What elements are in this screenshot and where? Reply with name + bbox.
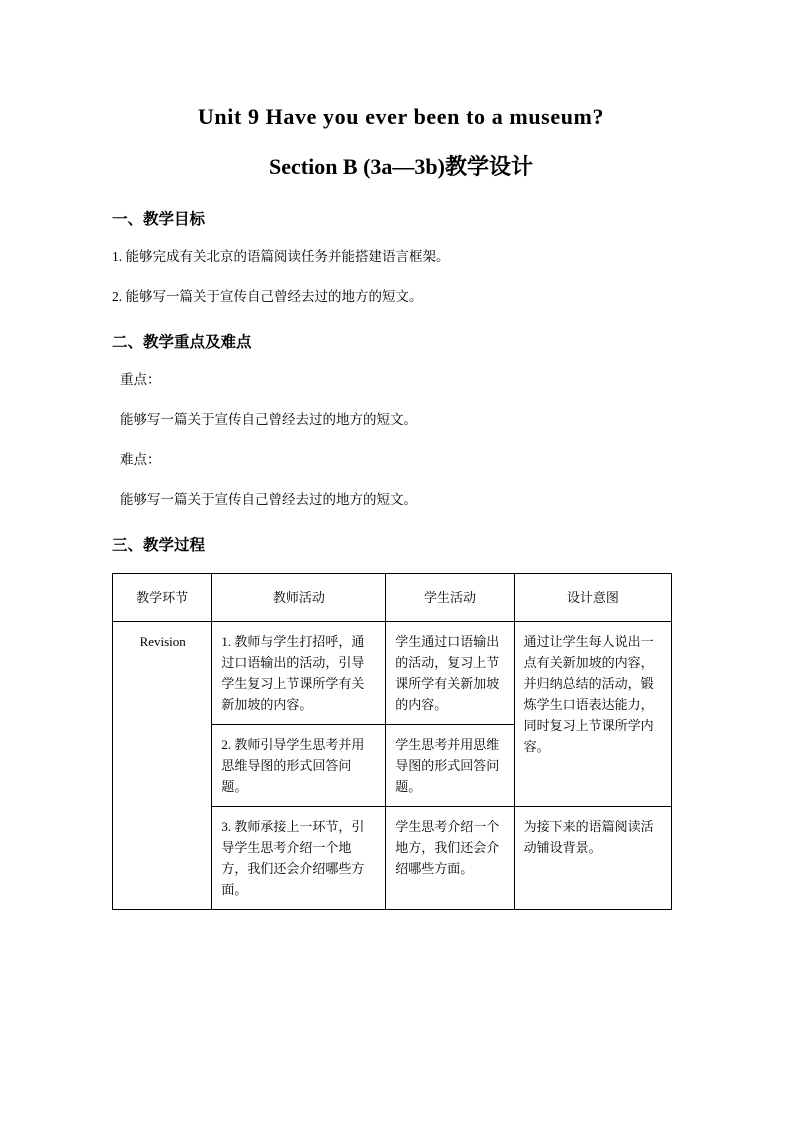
cell-student-activity-1: 学生通过口语输出的活动，复习上节课所学有关新加坡的内容。: [386, 621, 514, 724]
section-heading-key-difficult: 二、教学重点及难点: [112, 333, 252, 351]
table-row: [113, 621, 672, 724]
difficult-points-text: 能够写一篇关于宣传自己曾经去过的地方的短文。: [120, 492, 417, 508]
column-header-teacher: 教师活动: [212, 573, 386, 621]
objective-item-1: 1. 能够完成有关北京的语篇阅读任务并能搭建语言框架。: [112, 249, 450, 264]
column-header-intent: 设计意图: [514, 573, 671, 621]
key-points-label: 重点：: [120, 371, 161, 387]
objective-item-2: 2. 能够写一篇关于宣传自己曾经去过的地方的短文。: [112, 289, 423, 305]
section-heading-procedure: 三、教学过程: [112, 536, 206, 554]
column-header-stage: 教学环节: [113, 573, 212, 621]
cell-design-intent-1: 通过让学生每人说出一点有关新加坡的内容，并归纳总结的活动，锻炼学生口语表达能力，同时复习上节课所学内容。: [514, 621, 671, 806]
table-header-row: [113, 573, 672, 621]
cell-student-activity-3: 学生思考介绍一个地方，我们还会介绍哪些方面。: [386, 806, 514, 909]
page-title-chinese: Section B (3a—3b)教学设计: [268, 154, 533, 179]
cell-teacher-activity-2: 2. 教师引导学生思考并用思维导图的形式回答问题。: [212, 724, 386, 806]
teaching-procedure-table: [112, 573, 672, 911]
key-points-text: 能够写一篇关于宣传自己曾经去过的地方的短文。: [120, 411, 417, 427]
cell-stage-revision: Revision: [113, 621, 212, 910]
column-header-student: 学生活动: [386, 573, 514, 621]
section-heading-objectives: 一、教学目标: [112, 211, 206, 228]
difficult-points-label: 难点：: [120, 452, 161, 467]
page-title-english: Unit 9 Have you ever been to a museum?: [197, 104, 605, 129]
cell-design-intent-2: 为接下来的语篇阅读活动铺设背景。: [514, 806, 671, 909]
cell-teacher-activity-3: 3. 教师承接上一环节，引导学生思考介绍一个地方，我们还会介绍哪些方面。: [212, 806, 386, 909]
cell-student-activity-2: 学生思考并用思维导图的形式回答问题。: [386, 724, 514, 806]
cell-teacher-activity-1: 1. 教师与学生打招呼，通过口语输出的活动，引导学生复习上节课所学有关新加坡的内容。: [212, 621, 386, 724]
